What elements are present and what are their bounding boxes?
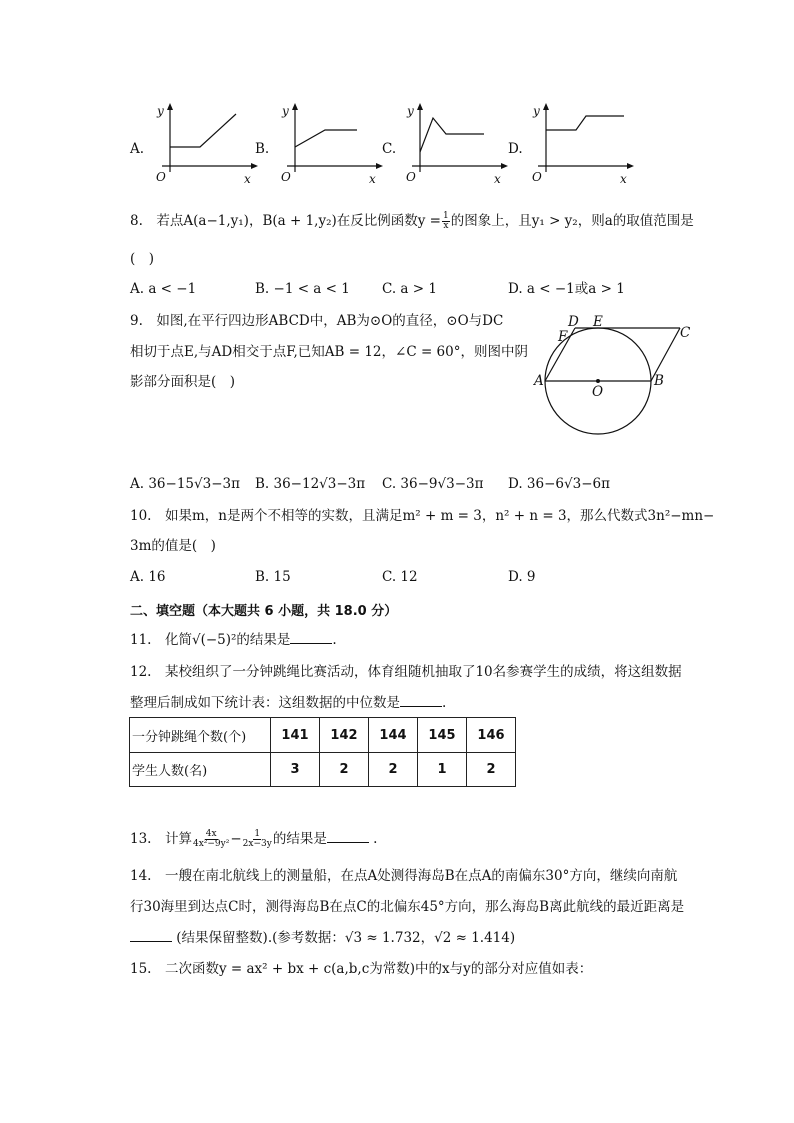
q12-table-wrap bbox=[129, 717, 516, 787]
q7-axis-y: y bbox=[407, 104, 414, 118]
q12-line1: 12. 某校组织了一分钟跳绳比赛活动，体育组随机抽取了10名参赛学生的成绩，将这组数据 bbox=[130, 664, 682, 680]
table-cell: 144 bbox=[369, 718, 418, 753]
table-cell: 2 bbox=[369, 753, 418, 787]
q14-blank bbox=[130, 929, 172, 942]
q13-part2: 的结果是 bbox=[272, 831, 327, 847]
table-cell: 1 bbox=[418, 753, 467, 787]
q8-frac-den: x bbox=[443, 221, 449, 231]
q12-line2-part1: 整理后制成如下统计表：这组数据的中位数是 bbox=[130, 695, 400, 711]
q10-line2: 3m的值是( ) bbox=[130, 538, 216, 554]
q9-label-b: B bbox=[654, 373, 664, 389]
q9-label-d: D bbox=[568, 314, 579, 330]
q9-label-a: A bbox=[534, 373, 544, 389]
q13-f1-den: 4x²−9y² bbox=[192, 839, 230, 849]
q9-line3: 影部分面积是( ) bbox=[130, 374, 236, 390]
q7-axis-y: y bbox=[533, 104, 540, 118]
q13-part3: . bbox=[368, 831, 378, 847]
q13 bbox=[130, 830, 377, 849]
q7-axis-x: x bbox=[494, 172, 501, 186]
q8-option-d: D. a < −1或a > 1 bbox=[508, 281, 625, 297]
table-cell: 141 bbox=[271, 718, 320, 753]
q14-line3-text: (结果保留整数).(参考数据：√3 ≈ 1.732，√2 ≈ 1.414) bbox=[172, 930, 516, 946]
q7-option-letter: D. bbox=[508, 141, 523, 157]
q14-line3 bbox=[130, 929, 515, 947]
table-row bbox=[130, 753, 516, 787]
q10-option-d: D. 9 bbox=[508, 569, 536, 585]
table-row-header: 一分钟跳绳个数(个) bbox=[130, 718, 271, 753]
q9-option-a: A. 36−15√3−3π bbox=[130, 476, 240, 492]
q14-line2: 行30海里到达点C时，测得海岛B在点C的北偏东45°方向，那么海岛B离此航线的最近距离是 bbox=[130, 899, 685, 915]
q13-blank bbox=[327, 830, 369, 843]
q10-option-a: A. 16 bbox=[130, 569, 166, 585]
q10-option-b: B. 15 bbox=[255, 569, 291, 585]
q11 bbox=[130, 631, 337, 649]
q7-origin: O bbox=[281, 170, 291, 184]
q8-fraction bbox=[442, 212, 450, 231]
q7-option-letter: B. bbox=[255, 141, 270, 157]
table-row-header: 学生人数(名) bbox=[130, 753, 271, 787]
q11-part2: . bbox=[332, 632, 337, 648]
q12-line2 bbox=[130, 694, 446, 712]
q8-stem bbox=[130, 212, 694, 231]
q8-option-c: C. a > 1 bbox=[382, 281, 437, 297]
q7-axis-x: x bbox=[369, 172, 376, 186]
q7-origin: O bbox=[532, 170, 542, 184]
q13-minus: − bbox=[230, 831, 242, 847]
q10-option-c: C. 12 bbox=[382, 569, 418, 585]
q9-figure-svg bbox=[530, 310, 700, 440]
table-cell: 142 bbox=[320, 718, 369, 753]
q7-axis-y: y bbox=[282, 104, 289, 118]
q8-frac-num: 1 bbox=[443, 211, 449, 221]
q12-line2-part2: . bbox=[442, 695, 447, 711]
table-cell: 146 bbox=[467, 718, 516, 753]
q9-line2: 相切于点E,与AD相交于点F,已知AB = 12，∠C = 60°，则图中阴 bbox=[130, 344, 528, 360]
q8-paren: ( ) bbox=[130, 251, 155, 267]
q8-option-a: A. a < −1 bbox=[130, 281, 197, 297]
q7-origin: O bbox=[156, 170, 166, 184]
q9-label-e: E bbox=[593, 314, 603, 330]
q9-label-c: C bbox=[680, 325, 691, 341]
q7-axis-x: x bbox=[244, 172, 251, 186]
q9-option-b: B. 36−12√3−3π bbox=[255, 476, 366, 492]
table-cell: 145 bbox=[418, 718, 467, 753]
q13-f2-num: 1 bbox=[254, 829, 261, 839]
table-row bbox=[130, 718, 516, 753]
q8-option-b: B. −1 < a < 1 bbox=[255, 281, 350, 297]
q7-origin: O bbox=[406, 170, 416, 184]
section-heading: 二、填空题（本大题共 6 小题，共 18.0 分） bbox=[130, 604, 398, 619]
q11-blank bbox=[290, 631, 332, 644]
q9-line1: 9. 如图,在平行四边形ABCD中，AB为⊙O的直径，⊙O与DC bbox=[130, 313, 504, 329]
table-cell: 3 bbox=[271, 753, 320, 787]
q13-fraction-1 bbox=[193, 830, 229, 849]
q7-graph-d-svg bbox=[528, 100, 658, 190]
q9-option-c: C. 36−9√3−3π bbox=[382, 476, 484, 492]
q10-line1: 10. 如果m，n是两个不相等的实数，且满足m² + m = 3，n² + n = 3，那么代数式3n²−mn− bbox=[130, 508, 715, 524]
q13-f2-den: 2x−3y bbox=[242, 839, 272, 849]
q7-option-letter: A. bbox=[130, 141, 145, 157]
table-cell: 2 bbox=[320, 753, 369, 787]
q7-option-letter: C. bbox=[382, 141, 397, 157]
q9-label-o: O bbox=[592, 384, 604, 400]
q13-fraction-2 bbox=[243, 830, 272, 849]
q7-axis-x: x bbox=[620, 172, 627, 186]
q11-part1: 11. 化简√(−5)²的结果是 bbox=[130, 632, 291, 648]
q8-stem-part1: 8. 若点A(a−1,y₁)，B(a + 1,y₂)在反比例函数y = bbox=[130, 213, 441, 229]
q9-label-f: F bbox=[558, 329, 568, 345]
q15-line1: 15. 二次函数y = ax² + bx + c(a,b,c为常数)中的x与y的部分对应值如表： bbox=[130, 961, 593, 977]
q9-figure bbox=[530, 310, 700, 440]
q12-table bbox=[129, 717, 516, 787]
q7-axis-y: y bbox=[157, 104, 164, 118]
q14-line1: 14. 一艘在南北航线上的测量船，在点A处测得海岛B在点A的南偏东30°方向，继续向南航 bbox=[130, 868, 678, 884]
q9-option-d: D. 36−6√3−6π bbox=[508, 476, 610, 492]
q12-blank bbox=[400, 694, 442, 707]
q13-f1-num: 4x bbox=[205, 829, 217, 839]
q13-part1: 13. 计算 bbox=[130, 831, 192, 847]
table-cell: 2 bbox=[467, 753, 516, 787]
q8-stem-part2: 的图象上，且y₁ > y₂，则a的取值范围是 bbox=[450, 213, 694, 229]
